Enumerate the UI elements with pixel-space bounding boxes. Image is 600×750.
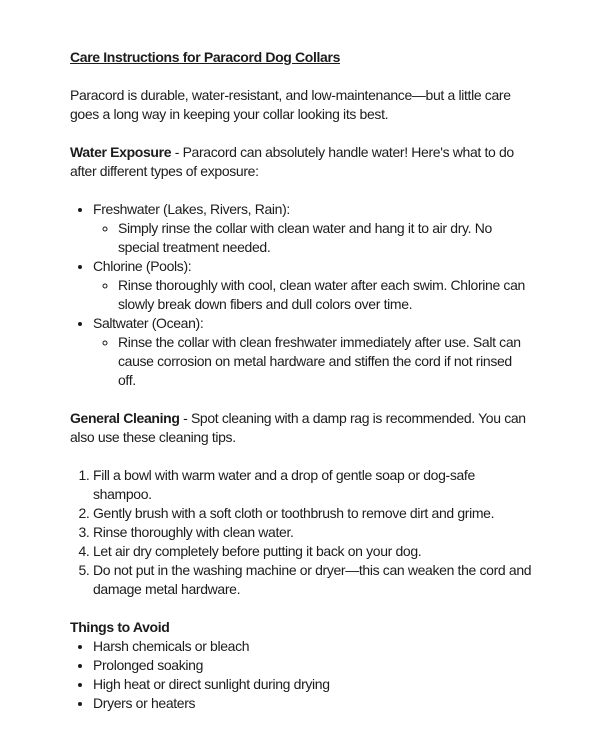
- avoid-list: [70, 637, 532, 713]
- exposure-item-chlorine: [93, 257, 532, 314]
- avoid-item: • Prolonged soaking: [93, 656, 532, 675]
- intro-paragraph: [70, 86, 532, 124]
- cleaning-step: 2. Gently brush with a soft cloth or toothbrush to remove dirt and grime.: [93, 504, 532, 523]
- avoid-item: • Harsh chemicals or bleach: [93, 637, 532, 656]
- general-cleaning-text: - Spot cleaning with a damp rag is recommended. You can also use these cleaning tips.: [70, 410, 526, 445]
- water-exposure-paragraph: [70, 143, 532, 181]
- exposure-list: [70, 200, 532, 390]
- general-cleaning-label: General Cleaning: [70, 410, 180, 426]
- exposure-detail: ◦ Simply rinse the collar with clean water and hang it to air dry. No special treatment needed.: [118, 219, 532, 257]
- cleaning-step: 4. Let air dry completely before putting it back on your dog.: [93, 542, 532, 561]
- exposure-sublist: [93, 219, 532, 257]
- exposure-item-freshwater: [93, 200, 532, 257]
- exposure-item-saltwater: [93, 314, 532, 390]
- intro-text: Paracord is durable, water-resistant, and low-maintenance—but a little care goes a long way in keeping your collar looking its best.: [70, 87, 511, 122]
- page-title: Care Instructions for Paracord Dog Collars: [70, 49, 341, 65]
- avoid-item: • Dryers or heaters: [93, 694, 532, 713]
- general-cleaning-paragraph: [70, 409, 532, 447]
- exposure-term: Freshwater (Lakes, Rivers, Rain):: [93, 201, 290, 217]
- cleaning-step: 5. Do not put in the washing machine or dryer—this can weaken the cord and damage metal hardware.: [93, 561, 532, 599]
- exposure-sublist: [93, 276, 532, 314]
- cleaning-step: 1. Fill a bowl with warm water and a drop of gentle soap or dog-safe shampoo.: [93, 466, 532, 504]
- avoid-item: • High heat or direct sunlight during drying: [93, 675, 532, 694]
- exposure-term: Saltwater (Ocean):: [93, 315, 204, 331]
- exposure-term: Chlorine (Pools):: [93, 258, 192, 274]
- exposure-detail: ◦ Rinse thoroughly with cool, clean water after each swim. Chlorine can slowly break down fibers and dull colors over time.: [118, 276, 532, 314]
- water-exposure-text: - Paracord can absolutely handle water! Here's what to do after different types of exposure:: [70, 144, 514, 179]
- cleaning-steps-list: [70, 466, 532, 599]
- things-to-avoid-heading: Things to Avoid: [70, 619, 170, 635]
- exposure-detail: ◦ Rinse the collar with clean freshwater immediately after use. Salt can cause corrosion on metal hardware and stiffen the cord if not rinsed off.: [118, 333, 532, 390]
- water-exposure-label: Water Exposure: [70, 144, 172, 160]
- exposure-sublist: [93, 333, 532, 390]
- cleaning-step: 3. Rinse thoroughly with clean water.: [93, 523, 532, 542]
